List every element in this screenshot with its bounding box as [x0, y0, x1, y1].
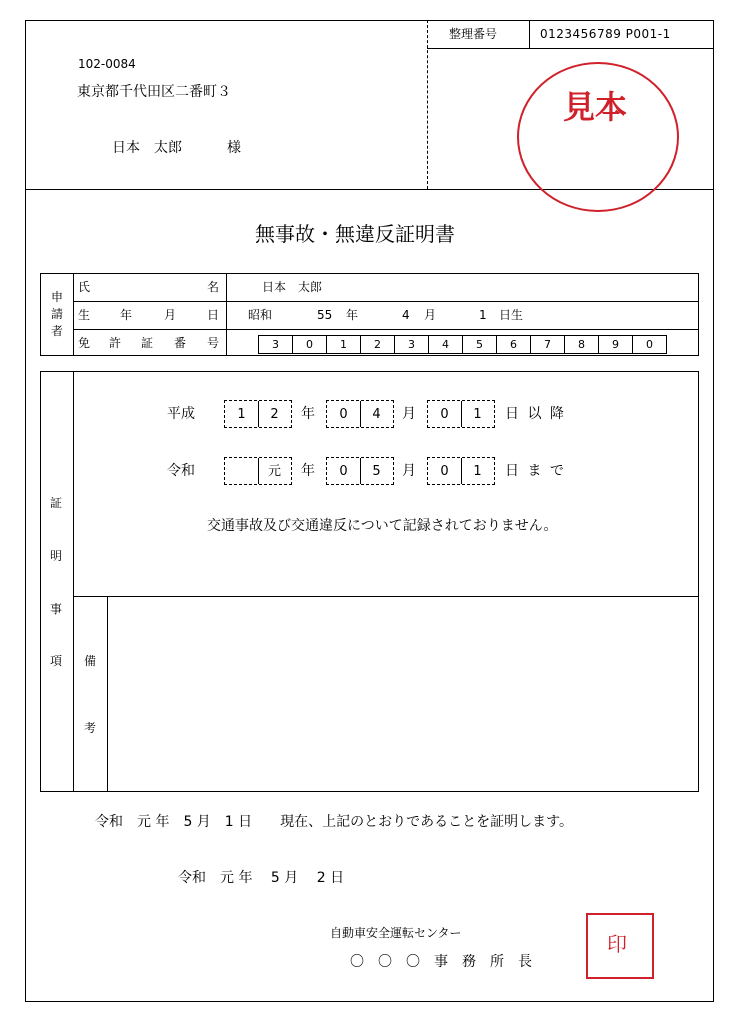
dob-label-1: 生 [78, 308, 91, 322]
proof-side-label-3: 事 [50, 602, 63, 616]
license-digit: 6 [496, 335, 531, 354]
to-suffix: 日 ま で [505, 463, 566, 479]
from-day-boxes [427, 400, 495, 428]
from-suffix: 日 以 降 [505, 406, 566, 422]
applicant-side-label-1: 申 [51, 290, 64, 304]
ref-label: 整理番号 [449, 27, 498, 41]
sample-stamp [517, 62, 679, 212]
seal-text: 印 [607, 932, 627, 956]
license-label-4: 番 [174, 336, 187, 350]
proof-side-label-4: 項 [50, 654, 63, 668]
recipient-suffix: 様 [227, 140, 241, 156]
license-digit: 0 [292, 335, 327, 354]
dob-day-unit: 日生 [499, 308, 524, 322]
postal-code: 102-0084 [78, 57, 136, 71]
proof-remarks-divider [73, 596, 699, 597]
recipient-name: 日本 太郎 [112, 140, 182, 156]
applicant-side-divider [73, 273, 74, 356]
to-month-digit-1: 0 [339, 464, 348, 479]
license-label-3: 証 [141, 336, 154, 350]
dob-label-2: 年 [120, 308, 133, 322]
dob-year: 55 [317, 308, 333, 322]
to-month-digit-2: 5 [372, 464, 381, 479]
from-year-boxes [224, 400, 292, 428]
from-month-boxes [326, 400, 394, 428]
ref-box-divider [529, 20, 530, 48]
from-year-unit: 年 [301, 406, 315, 422]
to-day-boxes [427, 457, 495, 485]
remarks-label-1: 備 [84, 654, 97, 668]
remarks-label-2: 考 [84, 721, 97, 735]
name-label-1: 氏 [78, 280, 91, 294]
dob-era: 昭和 [248, 308, 273, 322]
to-year-digit-2: 元 [267, 464, 281, 479]
dob-year-unit: 年 [346, 308, 359, 322]
header-dashed-divider [427, 20, 428, 189]
license-digit: 0 [632, 335, 667, 354]
applicant-name: 日本 太郎 [262, 280, 323, 294]
from-day-digit-1: 0 [440, 407, 449, 422]
license-digit: 5 [462, 335, 497, 354]
from-day-digit-2: 1 [473, 407, 482, 422]
license-digit: 8 [564, 335, 599, 354]
issuer-title: 〇 〇 〇 事 務 所 長 [350, 954, 532, 970]
license-digit: 4 [428, 335, 463, 354]
address: 東京都千代田区二番町３ [77, 84, 231, 100]
proof-side-divider [73, 371, 74, 792]
license-digit: 9 [598, 335, 633, 354]
license-digit: 7 [530, 335, 565, 354]
ref-value: 0123456789 P001-1 [540, 27, 671, 41]
dob-label-3: 月 [164, 308, 177, 322]
applicant-row-divider-1 [73, 301, 699, 302]
license-digit: 2 [360, 335, 395, 354]
to-month-unit: 月 [402, 463, 416, 479]
to-year-digit-1 [225, 458, 258, 484]
applicant-row-divider-2 [73, 329, 699, 330]
to-era: 令和 [167, 463, 195, 479]
proof-side-label-2: 明 [50, 549, 63, 563]
sample-stamp-text: 見本 [563, 88, 628, 126]
to-day-digit-2: 1 [473, 464, 482, 479]
license-digit: 3 [258, 335, 293, 354]
license-label-2: 許 [109, 336, 122, 350]
name-label-2: 名 [207, 280, 220, 294]
from-era: 平成 [167, 406, 195, 422]
proof-statement: 交通事故及び交通違反について記録されておりません。 [207, 518, 558, 534]
dob-month-unit: 月 [424, 308, 437, 322]
dob-month: 4 [402, 308, 410, 322]
from-month-digit-1: 0 [339, 407, 348, 422]
proof-table [40, 371, 699, 792]
dob-day: 1 [479, 308, 487, 322]
applicant-side-label-3: 者 [51, 324, 64, 338]
license-label-5: 号 [207, 336, 220, 350]
from-year-digit-2: 2 [270, 407, 279, 422]
from-month-unit: 月 [402, 406, 416, 422]
document-title: 無事故・無違反証明書 [255, 222, 455, 246]
from-year-digit-1: 1 [237, 407, 246, 422]
to-month-boxes [326, 457, 394, 485]
issuer-org: 自動車安全運転センター [330, 926, 462, 940]
certification-as-of: 令和 元 年 5 月 1 日 現在、上記のとおりであることを証明します。 [95, 814, 574, 830]
applicant-side-label-2: 請 [51, 307, 64, 321]
to-day-digit-1: 0 [440, 464, 449, 479]
remarks-label-divider [107, 596, 108, 792]
license-digit: 1 [326, 335, 361, 354]
license-digit: 3 [394, 335, 429, 354]
to-year-boxes [224, 457, 292, 485]
ref-box-bottom [427, 48, 714, 49]
proof-side-label-1: 証 [50, 496, 63, 510]
issue-date: 令和 元 年 5 月 2 日 [178, 870, 345, 886]
license-label-1: 免 [78, 336, 91, 350]
from-month-digit-2: 4 [372, 407, 381, 422]
applicant-label-divider [226, 273, 227, 356]
dob-label-4: 日 [207, 308, 220, 322]
to-year-unit: 年 [301, 463, 315, 479]
